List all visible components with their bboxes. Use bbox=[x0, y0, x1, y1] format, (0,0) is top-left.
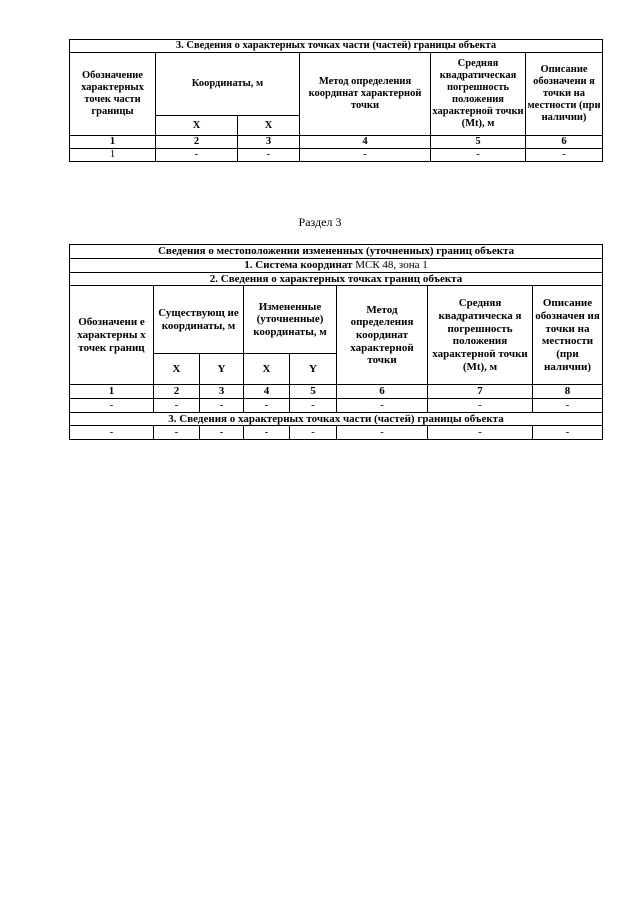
column-number: 2 bbox=[156, 136, 238, 149]
table-title: 3. Сведения о характерных точках части (частей) границы объекта bbox=[70, 40, 603, 53]
table-cell: - bbox=[70, 426, 154, 440]
table-cell: - bbox=[428, 426, 533, 440]
subsection-title: 3. Сведения о характерных точках части (частей) границы объекта bbox=[70, 412, 603, 426]
table-cell: - bbox=[533, 398, 603, 412]
table-cell: - bbox=[156, 149, 238, 162]
header-point-description: Описание обозначени я точки на местности (при наличии) bbox=[526, 53, 603, 136]
column-number: 8 bbox=[533, 385, 603, 399]
table-cell: - bbox=[428, 398, 533, 412]
section-caption: Раздел 3 bbox=[298, 215, 342, 229]
coordinate-system-row bbox=[70, 259, 603, 273]
table-cell: - bbox=[70, 398, 154, 412]
header-mean-square-error: Средняя квадратическая погрешность положения характерной точки (Mt), м bbox=[431, 53, 526, 136]
header-method: Метод определения координат характерной точки bbox=[337, 286, 428, 385]
table-cell: - bbox=[200, 398, 244, 412]
coordinate-system-value: МСК 48, зона 1 bbox=[352, 259, 428, 271]
table-row bbox=[70, 426, 603, 440]
header-point-description: Описание обозначен ия точки на местности (при наличии) bbox=[533, 286, 603, 385]
column-number: 3 bbox=[200, 385, 244, 399]
table-cell: - bbox=[238, 149, 300, 162]
table-cell: - bbox=[337, 426, 428, 440]
column-number: 7 bbox=[428, 385, 533, 399]
column-number: 5 bbox=[431, 136, 526, 149]
table-cell: - bbox=[154, 426, 200, 440]
table-cell: - bbox=[154, 398, 200, 412]
column-number: 2 bbox=[154, 385, 200, 399]
header-x: X bbox=[238, 116, 300, 136]
table-row bbox=[70, 398, 603, 412]
table-title: Сведения о местоположении измененных (уточненных) границ объекта bbox=[70, 245, 603, 259]
table-cell: - bbox=[337, 398, 428, 412]
column-number: 6 bbox=[337, 385, 428, 399]
table-cell: - bbox=[526, 149, 603, 162]
header-existing-coordinates: Существующ ие координаты, м bbox=[154, 286, 244, 354]
table-cell: - bbox=[200, 426, 244, 440]
part-boundary-points-table bbox=[69, 39, 603, 162]
column-number: 5 bbox=[290, 385, 337, 399]
column-number: 4 bbox=[300, 136, 431, 149]
header-coordinates: Координаты, м bbox=[156, 53, 300, 116]
table-cell: - bbox=[300, 149, 431, 162]
header-x: X bbox=[156, 116, 238, 136]
table-cell: 1 bbox=[70, 149, 156, 162]
table-cell: - bbox=[244, 426, 290, 440]
header-y: Y bbox=[200, 354, 244, 385]
column-number: 1 bbox=[70, 385, 154, 399]
coordinate-system-label: 1. Система координат bbox=[244, 259, 353, 271]
table-cell: - bbox=[431, 149, 526, 162]
table-cell: - bbox=[244, 398, 290, 412]
header-x: X bbox=[244, 354, 290, 385]
header-x: X bbox=[154, 354, 200, 385]
subsection-title: 2. Сведения о характерных точках границ объекта bbox=[70, 272, 603, 286]
header-changed-coordinates: Измененные (уточненные) координаты, м bbox=[244, 286, 337, 354]
changed-boundaries-table bbox=[69, 244, 603, 440]
column-number: 6 bbox=[526, 136, 603, 149]
table-cell: - bbox=[533, 426, 603, 440]
header-method: Метод определения координат характерной точки bbox=[300, 53, 431, 136]
header-point-designation: Обозначение характерных точек части границы bbox=[70, 53, 156, 136]
column-number: 3 bbox=[238, 136, 300, 149]
header-point-designation: Обозначени е характерны х точек границ bbox=[70, 286, 154, 385]
table-row bbox=[70, 149, 603, 162]
header-y: Y bbox=[290, 354, 337, 385]
column-number: 1 bbox=[70, 136, 156, 149]
header-mean-square-error: Средняя квадратическа я погрешность положения характерной точки (Mt), м bbox=[428, 286, 533, 385]
table-cell: - bbox=[290, 398, 337, 412]
column-number: 4 bbox=[244, 385, 290, 399]
table-cell: - bbox=[290, 426, 337, 440]
